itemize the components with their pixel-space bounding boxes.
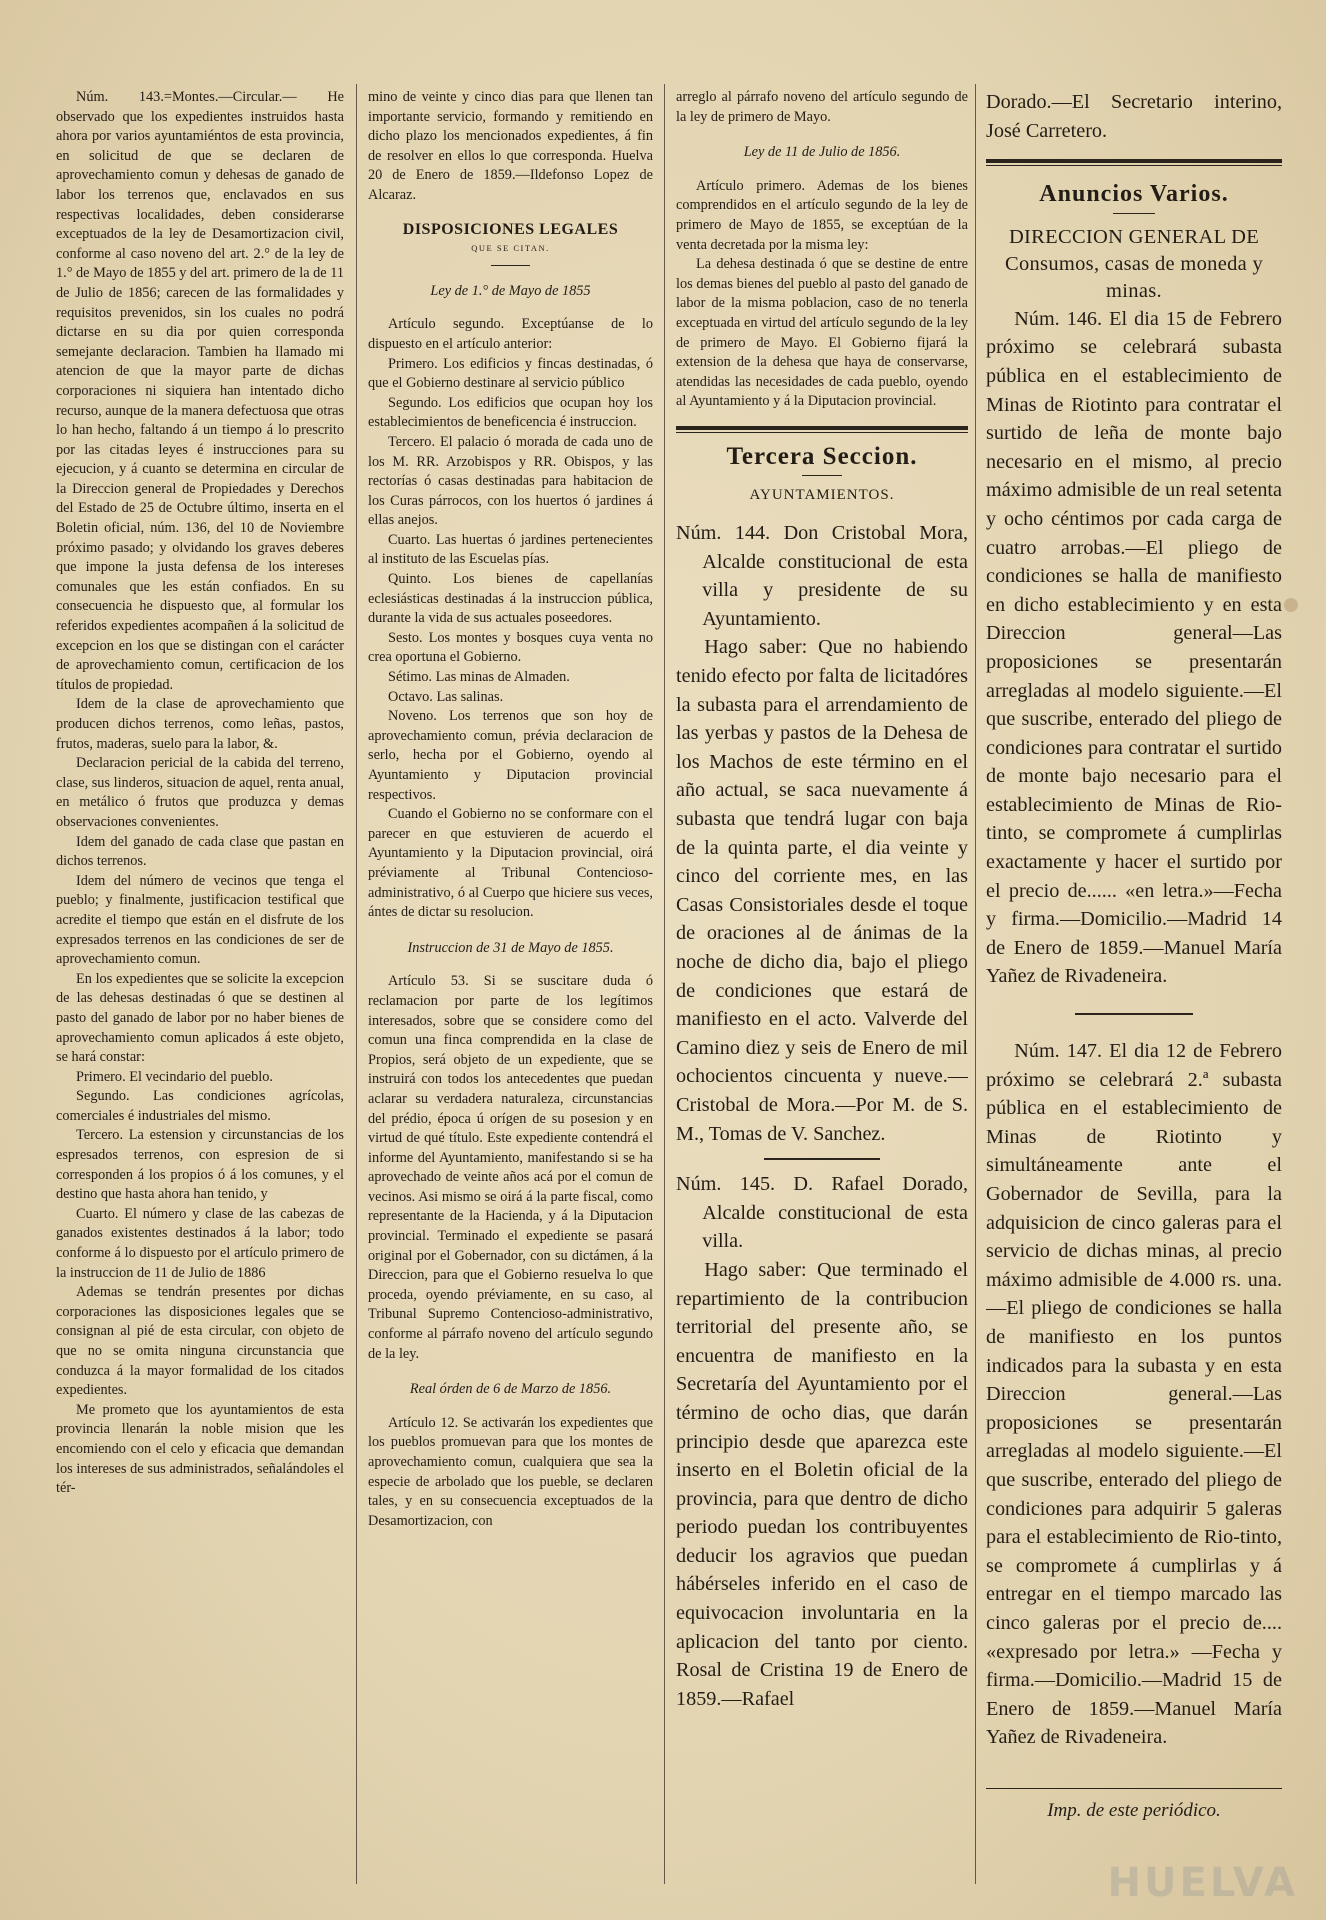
column-rule: [356, 84, 357, 1884]
law-heading: Instruccion de 31 de Mayo de 1855.: [407, 939, 614, 956]
paragraph: Idem del ganado de cada clase que pastan en dichos terrenos.: [56, 833, 344, 870]
section-title: Tercera Seccion.: [726, 442, 918, 470]
imprint: Imp. de este periódico.: [986, 1788, 1282, 1826]
paragraph: Sesto. Los montes y bosques cuya venta no crea oportuna el Gobierno.: [368, 629, 653, 666]
paragraph: Sétimo. Las minas de Almaden.: [388, 669, 570, 686]
watermark: HUELVA: [1107, 1860, 1298, 1906]
ink-stain: [1284, 598, 1298, 612]
section-divider: [676, 426, 968, 433]
divider: [491, 265, 531, 266]
column-rule: [975, 84, 976, 1884]
law-heading: Ley de 11 de Julio de 1856.: [743, 144, 901, 161]
paragraph: Me prometo que los ayuntamientos de esta provincia llenarán la noble mision que les encomiendo con el celo y eficacia que demandan los intereses de sus administrados, señalándoles el tér-: [56, 1401, 344, 1497]
notice-146: Núm. 146. El dia 15 de Febrero próximo se celebrará subasta pública en el establecimiento de Minas de Riotinto para contratar el surtido de leña de monte bajo necesario en el mismo, al precio máximo admisible de un real setenta y ocho céntimos por cada carga de cuatro arrobas.—El pliego de condiciones se halla de manifiesto en dicho establecimiento y en esta Direccion general—Las proposiciones se presentarán arregladas al modelo siguiente.—El que suscribe, enterado del pliego de condiciones para contratar el surtido de monte bajo necesario para el establecimiento de Minas de Rio-tinto, se compromete á cumplirlas exactamente y hacer el surtido por el precio de...... «en letra.»—Fecha y firma.—Domicilio.—Madrid 14 de Enero de 1859.—Manuel María Yañez de Rivadeneira.: [986, 307, 1282, 988]
paragraph: Segundo. Las condiciones agrícolas, comerciales é industriales del mismo.: [56, 1088, 344, 1124]
column-1: [56, 88, 344, 1888]
paragraph: Declaracion pericial de la cabida del terreno, clase, sus linderos, situacion de aquel, renta anual, en metálico ó frutos que produzca y demas observaciones convenientes.: [56, 755, 344, 830]
paragraph: mino de veinte y cinco dias para que llenen tan importante servicio, formando y remitiendo en dicho plazo los mencionados expedientes, á fin de resolver en ellos lo que corresponda. Huelva 20 de Enero de 1859.—Ildefonso Lopez de Alcaraz.: [368, 89, 653, 203]
notice-144-title: Núm. 144. Don Cristobal Mora, Alcalde constitucional de esta villa y presidente de su Ayuntamiento.: [676, 522, 968, 630]
divider: [1113, 213, 1154, 214]
section-title: DISPOSICIONES LEGALES: [402, 220, 619, 238]
divider: [802, 475, 843, 476]
notice-145-body: Hago saber: Que terminado el repartimiento de la contribucion territorial del presente año, se encuentra de manifiesto en la Secretaría del Ayuntamiento por el término de ocho dias, que darán principio desde que aparezca este inserto en el Boletin oficial de la provincia, para que dentro de dicho periodo puedan los contribuyentes deducir los agravios que puedan hábérseles inferido en el caso de equivocacion involuntaria en la aplicacion del tanto por ciento. Rosal de Cristina 19 de Enero de 1859.—Rafael: [676, 1258, 968, 1710]
section-title: Anuncios Varios.: [1039, 181, 1229, 208]
section-subtitle: AYUNTAMIENTOS.: [749, 486, 895, 503]
paragraph: En los expedientes que se solicite la excepcion de las dehesas destinadas ó que se destinen al pasto del ganado de labor por no haber bienes de aprovechamiento comun aplicados á este objeto, se hará constar:: [56, 970, 344, 1066]
paragraph: La dehesa destinada ó que se destine de entre los demas bienes del pueblo al pasto del ganado de labor de la misma poblacion, caso de no tenerla exceptuada en virtud del artículo segundo de la ley de primero de Mayo. El Gobierno fijará la extension de la dehesa que haya de conservarse, atendidas las necesidades de cada pueblo, oyendo al Ayuntamiento y á la Diputacion provincial.: [676, 256, 968, 410]
paragraph: Artículo 12. Se activarán los expedientes que los pueblos promuevan para que los montes de aprovechamiento comun, cualquiera que sea la especie de arbolado que los pueble, se declaren tales, y en su consecuencia exceptuados de la Desamortizacion, con: [368, 1414, 653, 1529]
divider: [1075, 1013, 1193, 1015]
circular-143: Núm. 143.=Montes.—Circular.— He observado que los expedientes instruidos hasta ahora por varios ayuntamiéntos de esta provincia, en solicitud de que se declaren de aprovechamiento comun y dehesas de ganado de labor los terrenos que, enclavados en sus respectivas localidades, deben considerarse exceptuados de la ley de Desamortizacion civil, conforme al caso noveno del art. 2.° de la ley de 1.° de Mayo de 1855 y del art. primero de la de 11 de Julio de 1856; carecen de las formalidades y requisitos prevenidos, sin los cuales no podrá dictarse en su dia por quien corresponda semejante declaracion. Tambien ha llamado mi atencion de que la mayor parte de dichas corporaciones ni siquiera han intentado dicho recurso, aunque de la manera defectuosa que otras lo han hecho, faltando á un tiempo á lo prescrito por las citadas leyes é instrucciones para su ejecucion, y á cuanto se determina en circular de la Direccion general de Propiedades y Derechos del Estado de 25 de Octubre último, inserta en el Boletin oficial, núm. 136, del 10 de Noviembre próximo pasado; y olvidando los graves deberes que impone la justa defensa de los intereses comunales que les están confiados. En su consecuencia he dispuesto que, al formular los referidos expedientes acompañen á la solicitud de excepcion en los que se distingan con el carácter de aprovechamiento comun, certificacion de los títulos de propiedad.: [56, 89, 344, 693]
notice-heading: DIRECCION GENERAL DE Consumos, casas de moneda y minas.: [1004, 225, 1264, 302]
paragraph: Artículo 53. Si se suscitare duda ó reclamacion por parte de los legítimos interesados, sobre que se considere como del comun una finca comprendida en la clase de Propios, será objeto de un expediente, que se instruirá con todos los antecedentes que puedan aclarar su verdadera naturaleza, circunstancias del prédio, época ú orígen de su posesion y en virtud de qué título. Este expediente contendrá el informe del Ayuntamiento, manifestando si se ha aprovechado de veinte años acá por el comun de vecinos. Asi mismo se oirá á la parte fiscal, como representante de la Hacienda, y á la Diputacion provincial. Terminado el expediente se pasará original por el Gobernador, con su dictámen, á la Direccion, para que el Gobierno resuelva lo que proceda, oyendo préviamente, en su caso, al Tribunal Supremo Contencioso-administrativo, conforme al párrafo noveno del artículo segundo de la ley.: [368, 973, 653, 1362]
paragraph: Cuarto. Las huertas ó jardines pertenecientes al instituto de las Escuelas pías.: [368, 531, 653, 568]
column-3: [676, 88, 968, 1888]
law-heading: Ley de 1.° de Mayo de 1855: [430, 282, 591, 299]
column-rule: [664, 84, 665, 1884]
paragraph: Artículo segundo. Exceptúanse de lo dispuesto en el artículo anterior:: [368, 316, 653, 352]
paragraph: Ademas se tendrán presentes por dichas corporaciones las disposiciones legales que se consignan al pié de esta circular, con objeto de que no se omita ninguna circunstancia que conduzca á la mayor formalidad de los citados expedientes.: [56, 1284, 344, 1399]
paragraph: Octavo. Las salinas.: [388, 688, 504, 705]
paragraph: Cuando el Gobierno no se conformare con el parecer en que estuvieren de acuerdo el Ayuntamiento y la Diputacion provincial, oirá préviamente al Tribunal Contencioso-administrativo, ó al Cuerpo que hiciere sus veces, ántes de dictar su resolucion.: [368, 806, 653, 921]
section-divider: [986, 159, 1282, 166]
paragraph: Cuarto. El número y clase de las cabezas de ganados existentes destinados á la labor; todo conforme á lo dispuesto por el artículo primero de la instruccion de 11 de Julio de 1886: [56, 1205, 344, 1281]
paragraph: Segundo. Los edificios que ocupan hoy los establecimientos de beneficencia é instruccion.: [368, 394, 653, 431]
paragraph: Tercero. La estension y circunstancias de los espresados terrenos, con espresion de si corresponden á los propios ó á los comunes, y el destino que hasta ahora han tenido, y: [56, 1127, 344, 1203]
paragraph: arreglo al párrafo noveno del artículo segundo de la ley de primero de Mayo.: [676, 89, 968, 125]
paragraph: Quinto. Los bienes de capellanías eclesiásticas destinadas á la instruccion pública, durante la vida de sus actuales poseedores.: [368, 571, 653, 627]
divider: [764, 1158, 881, 1160]
paragraph: Noveno. Los terrenos que son hoy de aprovechamiento comun, prévia declaracion de serlo, hecha por el Gobierno, oyendo al Ayuntamiento y Diputacion provincial respectivos.: [368, 708, 653, 803]
paragraph: Tercero. El palacio ó morada de cada uno de los M. RR. Arzobispos y RR. Obispos, y las rectorías ó casas destinadas para habitacion de los Curas párrocos, con los huertos ó jardines á ellas anejos.: [368, 433, 653, 529]
paragraph: Artículo primero. Ademas de los bienes comprendidos en el artículo segundo de la ley de primero de Mayo de 1855, se exceptúan de la venta decretada por la misma ley:: [676, 177, 968, 253]
column-4: [986, 88, 1282, 1888]
paragraph: Idem del número de vecinos que tenga el pueblo; y finalmente, justificacion testifical que acredite el tiempo que están en el disfrute de los expresados terrenos en las condiciones de ser de aprovechamiento comun.: [56, 872, 344, 968]
section-subtitle: QUE SE CITAN.: [471, 243, 550, 254]
paragraph: Primero. Los edificios y fincas destinadas, ó que el Gobierno destinare al servicio público: [368, 355, 653, 392]
paragraph: Idem de la clase de aprovechamiento que producen dichos terrenos, como leñas, pastos, frutos, maderas, suelo para la labor, &.: [56, 696, 344, 752]
paragraph: Dorado.—El Secretario interino, José Carretero.: [986, 91, 1282, 142]
column-2: [368, 88, 653, 1888]
notice-147: Núm. 147. El dia 12 de Febrero próximo se celebrará 2.ª subasta pública en el establecimiento de Minas de Riotinto y simultáneamente ante el Gobernador de Sevilla, para la adquisicion de cinco galeras para el servicio de dichas minas, al precio máximo admisible de 4.000 rs. una.—El pliego de condiciones se halla de manifiesto en los puntos indicados para la subasta y en esta Direccion general.—Las proposiciones se presentarán arregladas al modelo siguiente.—El que suscribe, enterado del pliego de condiciones para adquirir 5 galeras para el establecimiento de Rio-tinto, se compromete á cumplirlas y á entregar en el tiempo marcado las cinco galeras por el precio de.... «expresado por letra.» —Fecha y firma.—Domicilio.—Madrid 15 de Enero de 1859.—Manuel María Yañez de Rivadeneira.: [986, 1040, 1282, 1749]
notice-145-title: Núm. 145. D. Rafael Dorado, Alcalde constitucional de esta villa.: [676, 1173, 968, 1253]
notice-145-heading: [676, 1170, 968, 1256]
notice-144-body: Hago saber: Que no habiendo tenido efecto por falta de licitadóres la subasta para el arrendamiento de las yerbas y pastos de la Dehesa de los Machos de este término en el año actual, se saca nuevamente á subasta que tendrá lugar con baja de la quinta parte, el dia veinte y cinco del corriente mes, en las Casas Consistoriales desde el toque de oraciones al de ánimas de la noche de dicho dia, bajo el pliego de condiciones que estará de manifiesto en el acto. Valverde del Camino diez y seis de Enero de mil ochocientos cincuenta y nueve.—Cristobal de Mora.—Por M. de S. M., Tomas de V. Sanchez.: [676, 636, 968, 1145]
paragraph: Primero. El vecindario del pueblo.: [76, 1068, 273, 1085]
notice-144-heading: [676, 519, 968, 633]
law-heading: Real órden de 6 de Marzo de 1856.: [409, 1381, 612, 1398]
